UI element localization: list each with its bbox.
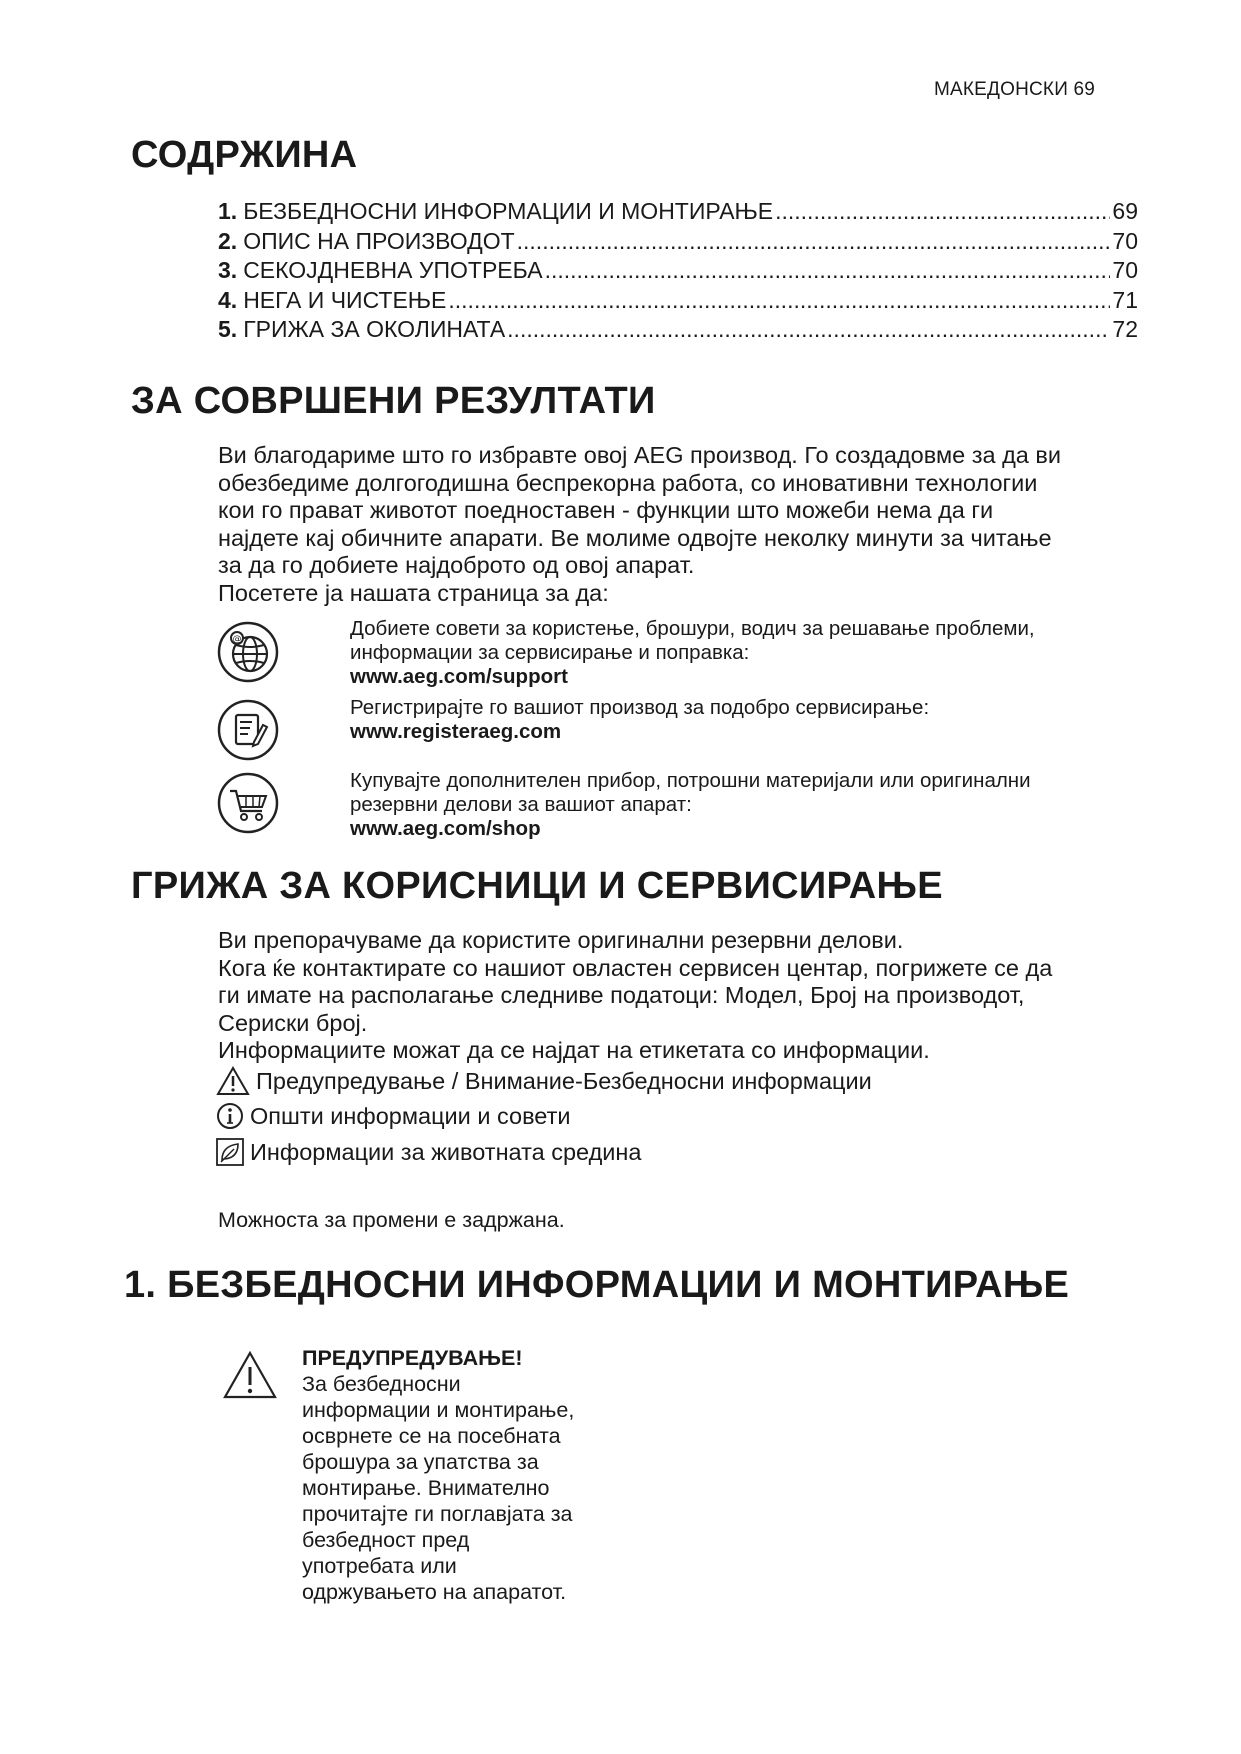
toc-item-label: БЕЗБЕДНОСНИ ИНФОРМАЦИИ И МОНТИРАЊЕ: [243, 198, 774, 224]
warning-line: информации и монтирање,: [302, 1398, 575, 1422]
service-text: Добиете совети за користење, брошури, водич за решавање проблеми,: [350, 617, 1035, 640]
customer-care-title: ГРИЖА ЗА КОРИСНИЦИ И СЕРВИСИРАЊЕ: [131, 865, 943, 907]
toc-item-number: 1.: [218, 198, 238, 224]
legend-environment: [216, 1138, 641, 1166]
toc-item-label: ОПИС НА ПРОИЗВОДОТ: [243, 227, 515, 254]
table-of-contents: [218, 198, 1138, 346]
toc-item-number: 5.: [218, 316, 238, 342]
leaf-icon: [216, 1138, 244, 1166]
service-text: резервни делови за вашиот апарат:: [350, 793, 692, 816]
toc-item-page: 71: [1112, 286, 1138, 313]
warning-line: осврнете се на посебната: [302, 1424, 561, 1448]
legend-label: Предупредување / Внимание-Безбедносни информации: [256, 1067, 872, 1094]
toc-item-number: 2.: [218, 227, 238, 254]
svg-text:@: @: [232, 634, 242, 645]
toc-item-page: 70: [1112, 257, 1138, 283]
care-line: Информациите можат да се најдат на етикетата со информации.: [218, 1037, 930, 1063]
warning-line: прочитајте ги поглавјата за: [302, 1502, 573, 1526]
care-line: Ви препорачуваме да користите оригинални резервни делови.: [218, 927, 904, 953]
service-text: Регистрирајте го вашиот производ за подобро сервисирање:: [350, 696, 930, 719]
page-header-label: МАКЕДОНСКИ 69: [934, 79, 1096, 100]
perfect-results-intro: [218, 442, 1061, 607]
toc-leader-dots: [507, 316, 1110, 343]
care-line: ги имате на располагање следниве податоци: Модел, Број на производот,: [218, 982, 1025, 1008]
legend-warning: [216, 1066, 872, 1096]
safety-warning-box: [302, 1345, 574, 1605]
intro-line: Посетете ја нашата страница за да:: [218, 579, 609, 606]
intro-line: најдете кај обичните апарати. Ве молиме одвојте неколку минути за читање: [218, 524, 1052, 551]
warning-heading: ПРЕДУПРЕДУВАЊЕ!: [302, 1346, 523, 1370]
safety-section-title: 1. БЕЗБЕДНОСНИ ИНФОРМАЦИИ И МОНТИРАЊЕ: [124, 1264, 1070, 1306]
service-register: [350, 696, 929, 744]
legend-label: Информации за животната средина: [250, 1138, 642, 1165]
customer-care-text: [218, 927, 1052, 1065]
toc-item-label: НЕГА И ЧИСТЕЊЕ: [243, 286, 447, 313]
toc-leader-dots: [517, 228, 1111, 255]
toc-item-label: ГРИЖА ЗА ОКОЛИНАТА: [243, 316, 506, 342]
register-link[interactable]: www.registeraeg.com: [350, 720, 562, 743]
intro-line: обезбедиме долгогодишна беспрекорна работа, со иновативни технологии: [218, 469, 1038, 496]
toc-item-page: 70: [1112, 227, 1138, 254]
toc-item-3[interactable]: [218, 257, 1138, 287]
toc-item-page: 69: [1112, 198, 1138, 224]
warning-line: безбедност пред: [302, 1528, 470, 1552]
toc-item-number: 3.: [218, 257, 238, 283]
toc-title: СОДРЖИНА: [131, 134, 358, 176]
service-text: информации за сервисирање и поправка:: [350, 641, 750, 664]
intro-line: кои го прават животот поедноставен - функции што можеби нема да ги: [218, 497, 994, 523]
service-shop: [350, 769, 1031, 841]
toc-item-label: СЕКОЈДНЕВНА УПОТРЕБА: [243, 257, 543, 283]
toc-item-number: 4.: [218, 286, 238, 313]
warning-line: монтирање. Внимателно: [302, 1476, 550, 1500]
register-document-icon: [216, 698, 280, 762]
warning-line: брошура за упатства за: [302, 1450, 539, 1474]
legend-label: Општи информации и совети: [250, 1102, 571, 1129]
perfect-results-title: ЗА СОВРШЕНИ РЕЗУЛТАТИ: [131, 380, 656, 422]
service-support: [350, 617, 1035, 689]
shopping-cart-icon: [216, 771, 280, 835]
warning-line: За безбедносни: [302, 1372, 461, 1396]
warning-line: одржувањето на апаратот.: [302, 1580, 567, 1604]
warning-triangle-icon: [216, 1066, 250, 1096]
intro-line: за да го добиете најдоброто од овој апарат.: [218, 552, 695, 578]
changes-reserved-note: Можноста за промени е задржана.: [218, 1208, 565, 1232]
service-text: Купувајте дополнителен прибор, потрошни материјали или оригинални: [350, 769, 1031, 792]
toc-item-page: 72: [1112, 316, 1138, 342]
warning-triangle-icon: [222, 1350, 278, 1400]
toc-item-1[interactable]: [218, 198, 1138, 228]
care-line: Кога ќе контактирате со нашиот овластен сервисен центар, погрижете се да: [218, 954, 1053, 981]
toc-item-4[interactable]: [218, 287, 1138, 317]
legend-info: [216, 1102, 570, 1130]
warning-line: употребата или: [302, 1554, 457, 1578]
info-icon: [216, 1102, 244, 1130]
shop-link[interactable]: www.aeg.com/shop: [350, 817, 541, 840]
toc-leader-dots: [448, 287, 1110, 314]
toc-leader-dots: [775, 198, 1110, 225]
toc-item-5[interactable]: [218, 316, 1138, 346]
care-line: Сериски број.: [218, 1009, 368, 1036]
support-link[interactable]: www.aeg.com/support: [350, 665, 568, 688]
globe-icon: [216, 620, 280, 684]
toc-leader-dots: [545, 257, 1111, 284]
toc-item-2[interactable]: [218, 228, 1138, 258]
intro-line: Ви благодариме што го избравте овој AEG производ. Го создадовме за да ви: [218, 442, 1062, 468]
